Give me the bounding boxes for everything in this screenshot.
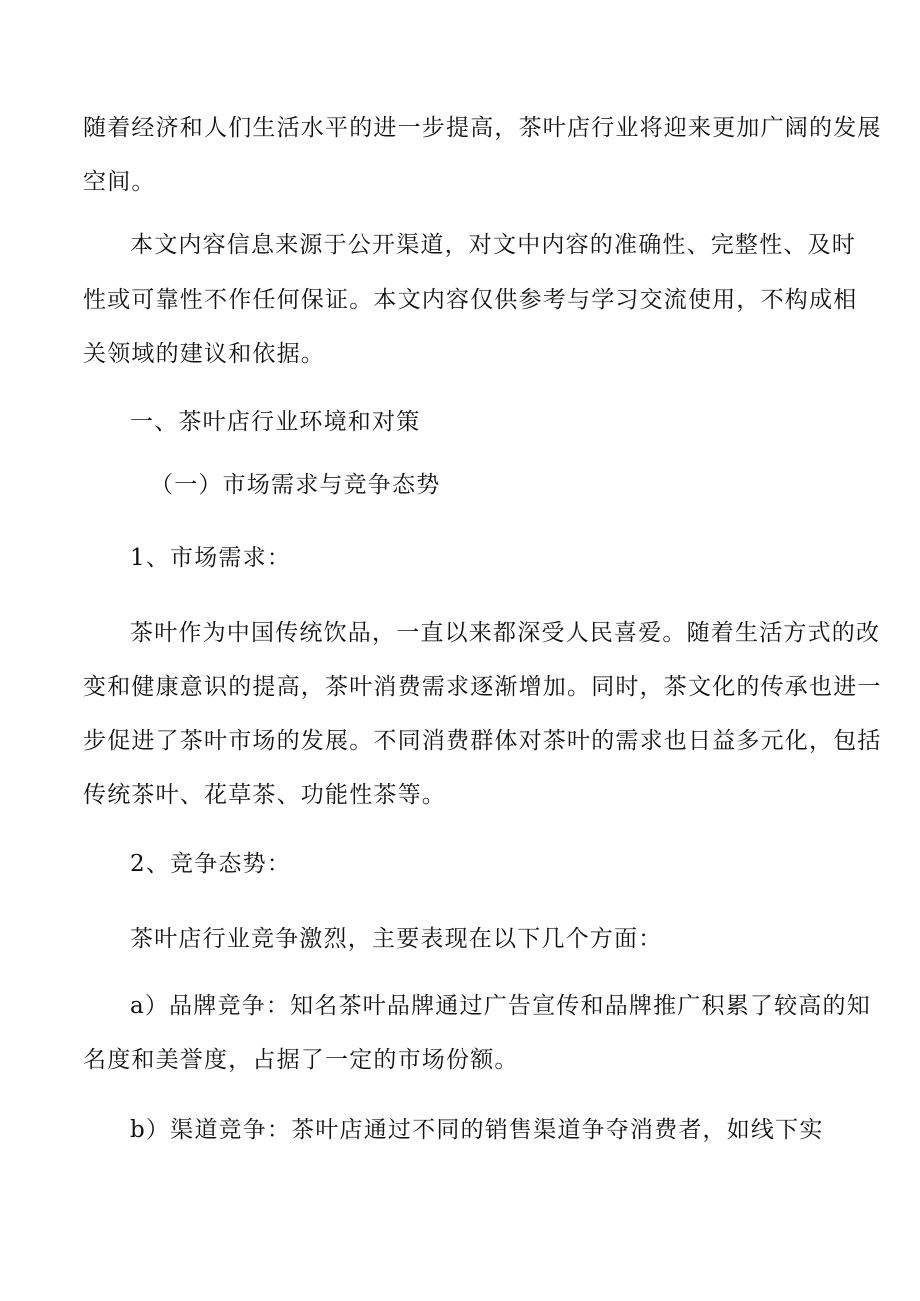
para1-line2: 空间。 [83, 169, 156, 195]
section-heading-2: （一）市场需求与竞争态势 [150, 472, 441, 498]
para2-line1: 本文内容信息来源于公开渠道，对文中内容的准确性、完整性、及时 [130, 232, 856, 258]
point-b-line1: b）渠道竞争：茶叶店通过不同的销售渠道争夺消费者，如线下实 [130, 1117, 824, 1143]
section-heading-1: 一、茶叶店行业环境和对策 [130, 409, 421, 435]
para3-line3: 步促进了茶叶市场的发展。不同消费群体对茶叶的需求也日益多元化，包括 [83, 728, 882, 754]
para4: 茶叶店行业竞争激烈，主要表现在以下几个方面： [130, 926, 663, 952]
para2-line3: 关领域的建议和依据。 [83, 341, 325, 367]
para3-line4: 传统茶叶、花草茶、功能性茶等。 [83, 782, 446, 808]
para2-line2: 性或可靠性不作任何保证。本文内容仅供参考与学习交流使用，不构成相 [83, 287, 858, 313]
item1-title: 1、市场需求： [130, 545, 292, 571]
point-a-line1: a）品牌竞争：知名茶叶品牌通过广告宣传和品牌推广积累了较高的知 [130, 993, 871, 1019]
item2-title: 2、竞争态势： [130, 851, 292, 877]
para3-line1: 茶叶作为中国传统饮品，一直以来都深受人民喜爱。随着生活方式的改 [130, 620, 881, 646]
point-a-line2: 名度和美誉度，占据了一定的市场份额。 [83, 1047, 519, 1073]
para3-line2: 变和健康意识的提高，茶叶消费需求逐渐增加。同时，茶文化的传承也进一 [83, 674, 882, 700]
para1-line1: 随着经济和人们生活水平的进一步提高，茶叶店行业将迎来更加广阔的发展 [83, 115, 882, 141]
